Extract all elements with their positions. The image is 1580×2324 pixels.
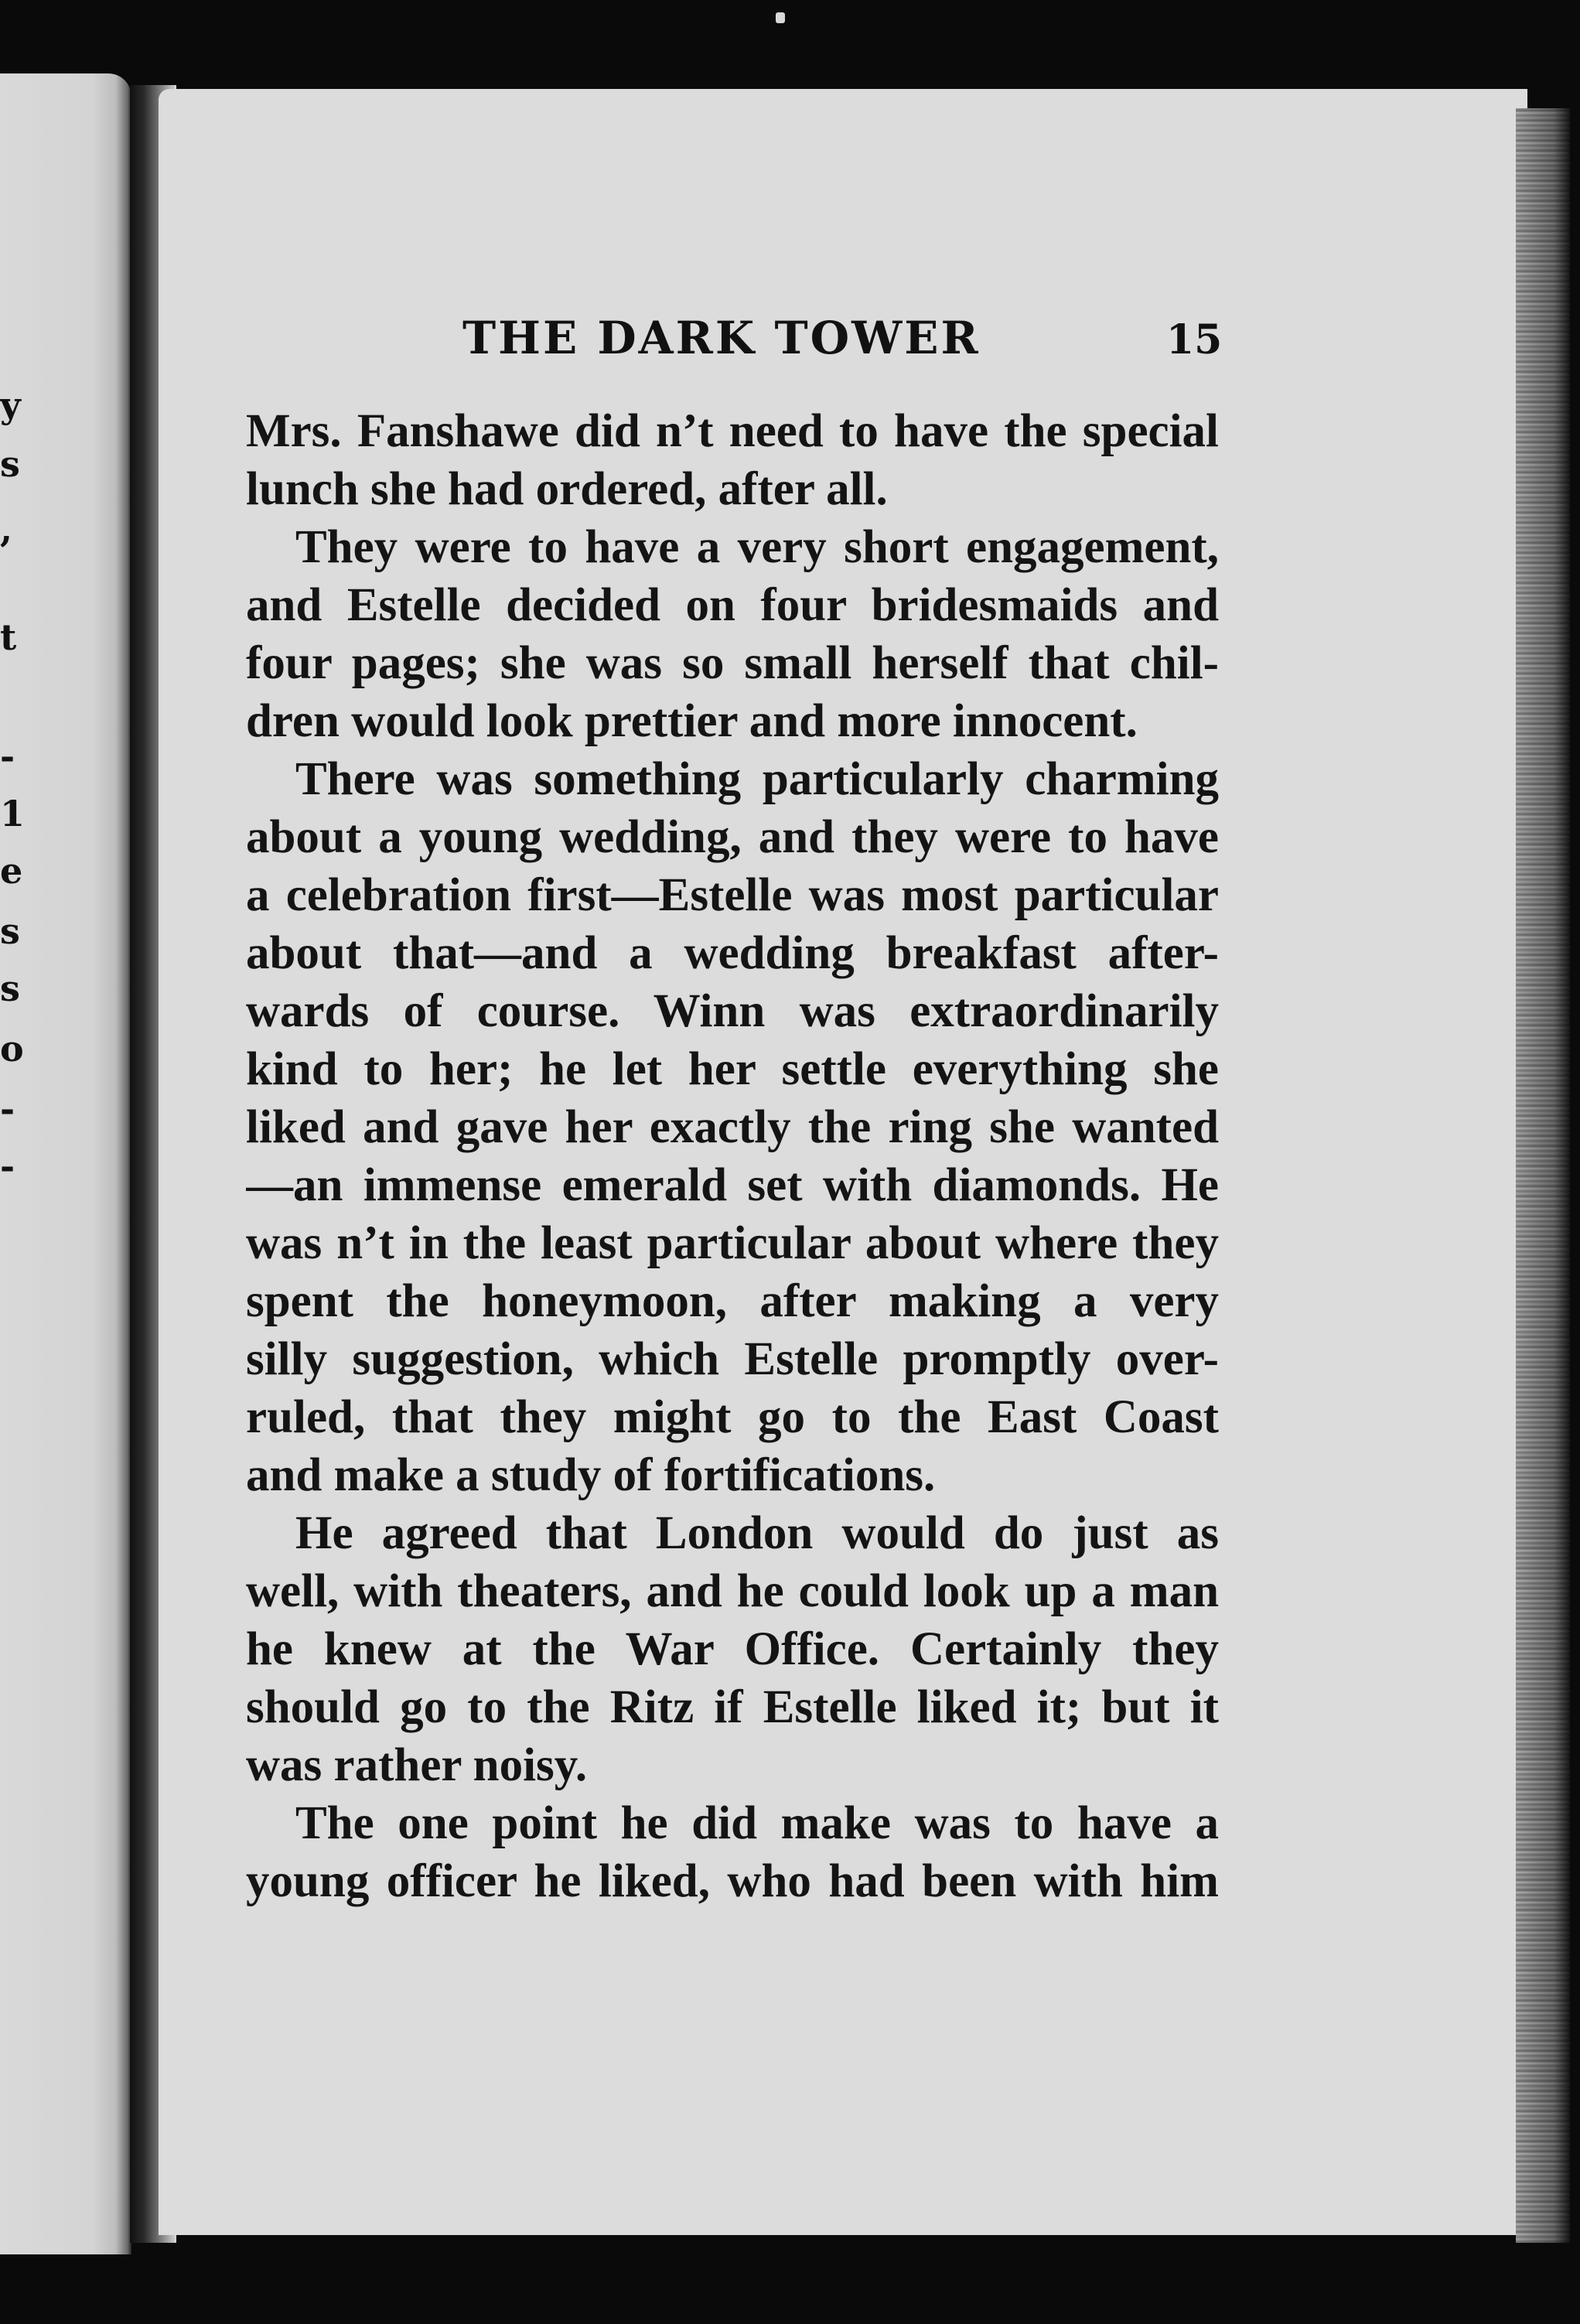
left-page-fragment: - xyxy=(0,1088,15,1130)
text-line: young officer he liked, who had been with him xyxy=(246,1855,1219,1907)
text-line: kind to her; he let her settle everything she xyxy=(246,1043,1219,1095)
text-line: he knew at the War Office. Certainly they xyxy=(246,1623,1219,1675)
page-number: 15 xyxy=(1166,316,1223,363)
left-page-fragment: e xyxy=(0,850,23,892)
text-line: Mrs. Fanshawe did n’t need to have the special xyxy=(246,405,1219,457)
text-line: There was something particularly charming xyxy=(295,753,1219,805)
left-page-fragment: y xyxy=(0,384,21,426)
left-page-fragment: s xyxy=(0,443,20,485)
left-page-fragment: , xyxy=(0,508,13,550)
text-line: and Estelle decided on four bridesmaids and xyxy=(246,579,1219,631)
text-line: about a young wedding, and they were to have xyxy=(246,811,1219,863)
text-line: wards of course. Winn was extraordinarily xyxy=(246,985,1219,1037)
page-edge-shadow xyxy=(1516,108,1570,2243)
text-line: four pages; she was so small herself that chil- xyxy=(246,637,1219,689)
left-page-fragment: 1 xyxy=(0,793,26,834)
text-line: about that—and a wedding breakfast after- xyxy=(246,927,1219,979)
text-line: ruled, that they might go to the East Coast xyxy=(246,1391,1219,1443)
left-page-fragment: - xyxy=(0,1145,15,1187)
text-line: well, with theaters, and he could look up a man xyxy=(246,1565,1219,1617)
text-line: The one point he did make was to have a xyxy=(295,1797,1219,1849)
left-facing-page xyxy=(0,73,131,2254)
left-page-fragment: o xyxy=(0,1028,24,1070)
text-line: dren would look prettier and more innocent. xyxy=(246,695,1138,747)
text-line: silly suggestion, which Estelle promptly over- xyxy=(246,1333,1219,1385)
text-line: spent the honeymoon, after making a very xyxy=(246,1275,1219,1327)
running-title: THE DARK TOWER xyxy=(462,312,981,364)
text-line: and make a study of fortifications. xyxy=(246,1449,936,1501)
text-line: He agreed that London would do just as xyxy=(295,1507,1219,1559)
text-line: was rather noisy. xyxy=(246,1739,588,1791)
text-line: —an immense emerald set with diamonds. He xyxy=(246,1159,1219,1211)
text-line: liked and gave her exactly the ring she wanted xyxy=(246,1101,1219,1153)
text-line: lunch she had ordered, after all. xyxy=(246,463,888,515)
left-page-fragment: s xyxy=(0,910,20,952)
body-text xyxy=(246,402,1219,1910)
left-page-fragment: - xyxy=(0,735,15,777)
text-line: They were to have a very short engagement, xyxy=(295,521,1219,573)
text-line: was n’t in the least particular about where they xyxy=(246,1217,1219,1269)
scan-artifact-dot xyxy=(776,12,785,23)
text-line: should go to the Ritz if Estelle liked it; but it xyxy=(246,1681,1219,1733)
left-page-fragment: s xyxy=(0,967,20,1009)
left-page-fragment: t xyxy=(0,616,17,658)
text-line: a celebration first—Estelle was most particular xyxy=(246,869,1219,921)
